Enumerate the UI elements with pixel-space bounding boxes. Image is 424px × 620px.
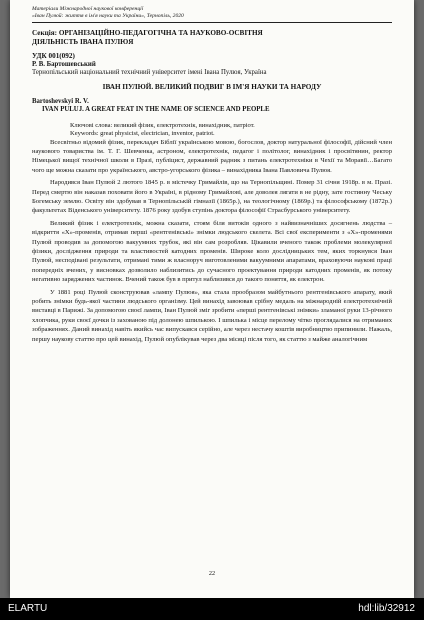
header-rule (32, 22, 392, 23)
body-paragraph-2: Народився Іван Пулюй 2 лютого 1845 р. в містечку Гримайлів, що на Тернопільщині. Помер 31 січня 1918р. в м. Празі. Перед смертю він наказав поховати його в Україні, в рідному Гримайлові, але доволея лягати в не рідну, зате гостинну Чеську Богемську землю. Освіту він здобував в Тернопільській гімназії (1865р.), на теологічному (1869р.) та філософському (1872р.) факультетах Віденського університету. 1876 року здобув ступінь доктора філософії Страсбурського університету. (32, 179, 392, 215)
udk-code: УДК 001(092) (32, 52, 75, 61)
repository-footer (0, 598, 424, 620)
body-paragraph-3: Великий фізик і електротехнік, можна сказати, стоям біля витоків одного з найвизначніших досягнень людства – відкриття «Х»-променів, отримав перші «рентгенівські» знімки людського скелета. Всі свої експерименти з «Х»-променями Пулюй проводив за допомогою вакуумних трубок, які він сам розробляв. Цікавили вченого також проблеми молекулярної фізики, дослідження природи та властивостей катодних променів. Широке коло дослідницьких тем, яких торкнувся Іван Пулюй, несподівані результати, отримані тими ж власноруч виготовленими вакуумними апаратами, враховуючи наукові праці попередніх вчених, у висновках дозволило наблизитись до сучасного проектування природи катодних променів, як потоку негативно заряджених частинок. Вчений також був в притул наблизився до такого поняття, як електрон. (32, 219, 392, 284)
author-affiliation: Тернопільський національний технічний університет імені Івана Пулюя, Україна (32, 68, 267, 76)
body-paragraph-1: Всесвітньо відомий фізик, перекладач Біблії українською мовою, богослов, доктор натуральної філософії, дійсний член наукового товариства ім. Т. Г. Шевченка, астроном, електротехнік, педагог і політолог, винахідник і просвітянин, ректор Німецької вищої технічної школи в Празі, публіцист, державний радник з питань електротехніки в Чехії та Моравії…Багато чого ще можна сказати про українського, австро-угорського фізика – винахідника Івана Павловича Пулюя. (32, 138, 392, 174)
conference-header (32, 6, 392, 19)
author-name: Р. В. Бартошевський (32, 60, 96, 68)
body-paragraph-4: У 1881 році Пулюй сконструював «лампу Пулюя», яка стала прообразом майбутнього рентгенівського апарату, який робить знімки будь-якої частини людського організму. Цей винахід завоював срібну медаль на міжнародній електротехнічній виставці в Парижі. За допомогою своєї лампи, Іван Пулюй зміг зробити «перші рентгенівські знімки» зламаної руки 13-річного хлопчика, руки своєї дочки із захованою під долонею шпилькою. І шпилька і місце перелому чітко проглядалися на отриманих зображеннях. Даний винахід навіть якийсь час випускався серійно, але через нестачу коштів виробництво припинили. Нажаль, першу наукову статтю про цей винахід, Пулюй опублікував через два місяці після того, як статтю з майже аналогічним (32, 288, 392, 343)
section-title-line-2: ДІЯЛЬНІСТЬ ІВАНА ПУЛЮЯ (32, 37, 134, 46)
article-title: ІВАН ПУЛЮЙ. ВЕЛИКИЙ ПОДВИГ В ІМ'Я НАУКИ ТА НАРОДУ (102, 82, 322, 91)
page-number: 22 (208, 570, 216, 577)
conference-header-line-1: Матеріали Міжнародної наукової конференції (32, 6, 144, 12)
document-page (10, 0, 414, 598)
section-title (32, 29, 392, 46)
section-title-line-1: Секція: ОРГАНІЗАЦІЙНО-ПЕДАГОГІЧНА ТА НАУКОВО-ОСВІТНЯ (32, 29, 263, 38)
keywords-ukrainian: Ключові слова: великий фізик, електротехнік, винахідник, патріот. (70, 121, 255, 129)
repository-handle: hdl:lib/32912 (358, 603, 415, 614)
keywords-english: Keywords: great physicist, electrician, inventor, patriot. (70, 129, 215, 137)
english-author: Bartoshevskyi R. V. (32, 97, 89, 105)
repository-name: ELARTU (8, 603, 48, 614)
english-title: IVAN PULUJ. A GREAT FEAT IN THE NAME OF SCIENCE AND PEOPLE (42, 105, 270, 113)
conference-header-line-2: «Іван Пулюй: життя в ім'я науки та України», Тернопіль, 2020 (32, 12, 184, 19)
